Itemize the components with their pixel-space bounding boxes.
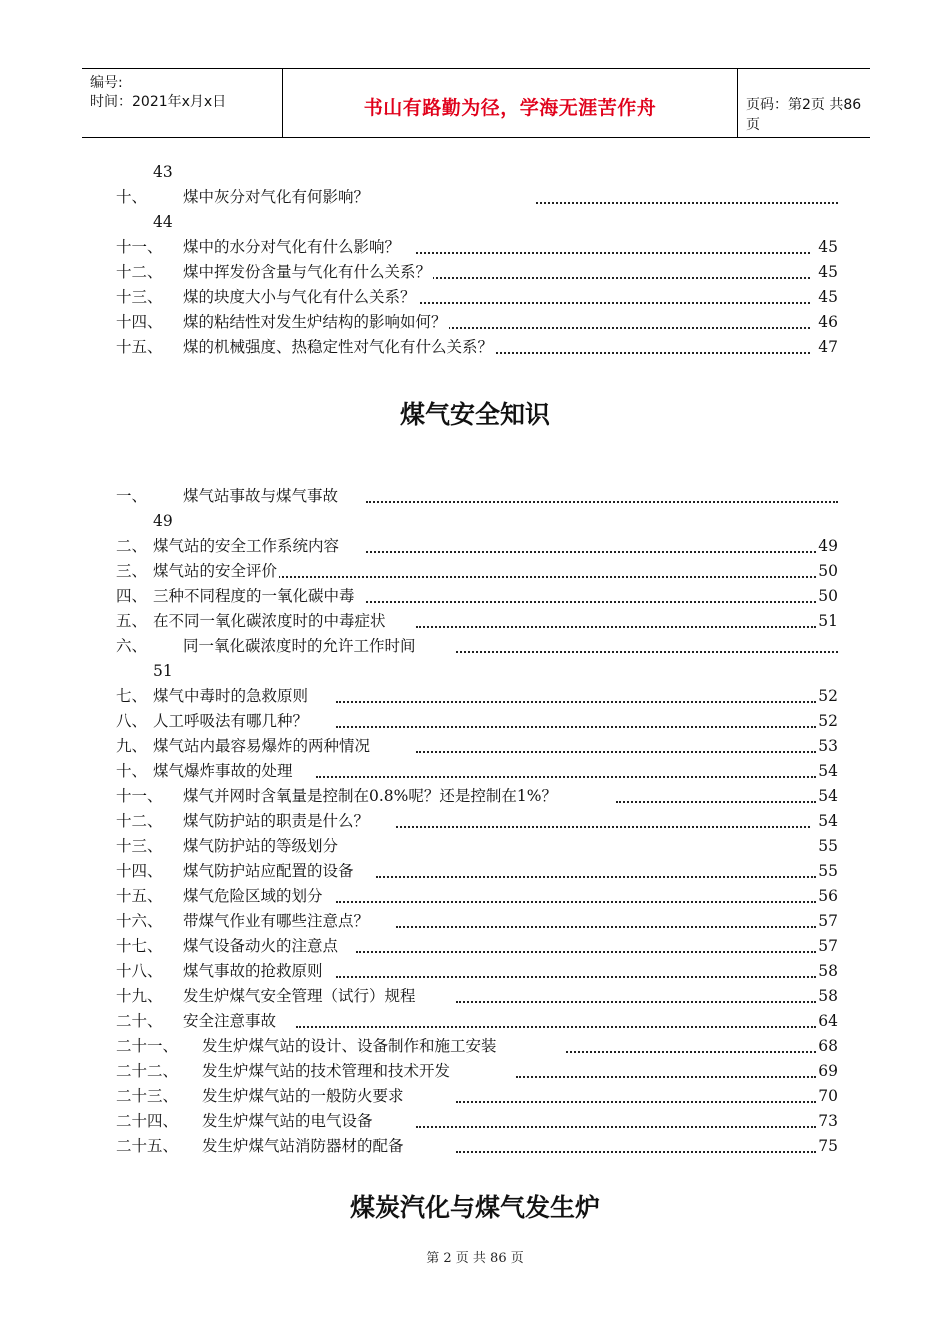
toc-leader bbox=[516, 1054, 816, 1078]
toc-item-page: 54 bbox=[818, 787, 838, 805]
toc-item-page: 54 bbox=[818, 762, 838, 780]
toc-item-title: 煤气设备动火的注意点 bbox=[183, 937, 339, 955]
toc-item-title: 带煤气作业有哪些注意点？ bbox=[183, 912, 370, 930]
toc-item-number: 二十一、 bbox=[116, 1037, 179, 1055]
toc-item-page: 51 bbox=[818, 612, 838, 630]
toc-item-title: 煤气防护站的职责是什么？ bbox=[183, 812, 370, 830]
toc-item-page: 53 bbox=[818, 737, 838, 755]
toc-item-number: 十五、 bbox=[116, 887, 163, 905]
toc-item-page: 56 bbox=[818, 887, 838, 905]
toc-item-number: 十九、 bbox=[116, 987, 163, 1005]
toc-item-number: 十、 bbox=[116, 188, 148, 206]
toc-item-title: 发生炉煤气站的设计、设备制作和施工安装 bbox=[202, 1037, 497, 1055]
header-page-cell bbox=[736, 69, 870, 137]
toc-item-number: 十二、 bbox=[116, 263, 163, 281]
toc-item-number: 九、 bbox=[116, 737, 148, 755]
toc-item-number: 十三、 bbox=[116, 288, 163, 306]
toc-item-page: 64 bbox=[818, 1012, 838, 1030]
toc-leader bbox=[536, 180, 838, 204]
toc-item-number: 十一、 bbox=[116, 787, 163, 805]
toc-leader bbox=[456, 1129, 816, 1153]
toc-item-title: 发生炉煤气站的电气设备 bbox=[202, 1112, 373, 1130]
toc-item[interactable] bbox=[116, 336, 838, 358]
toc-item[interactable] bbox=[116, 186, 838, 208]
toc-item-page: 45 bbox=[818, 263, 838, 281]
toc-leader bbox=[266, 554, 816, 578]
toc-item-page: 46 bbox=[818, 313, 838, 331]
toc-item-title: 煤中挥发份含量与气化有什么关系？ bbox=[183, 263, 432, 281]
toc-leader bbox=[336, 954, 816, 978]
toc-leader bbox=[416, 604, 816, 628]
toc-item[interactable] bbox=[116, 485, 838, 507]
toc-item-page: 54 bbox=[818, 812, 838, 830]
toc-leader bbox=[366, 579, 816, 603]
toc-item-page: 49 bbox=[153, 512, 173, 530]
toc-leader bbox=[456, 979, 816, 1003]
toc-item-number: 十三、 bbox=[116, 837, 163, 855]
toc-item-page: 58 bbox=[818, 962, 838, 980]
toc-item-page: 52 bbox=[818, 687, 838, 705]
toc-leader bbox=[336, 879, 816, 903]
toc-item-number: 十七、 bbox=[116, 937, 163, 955]
toc-item-title: 煤气爆炸事故的处理 bbox=[153, 762, 293, 780]
toc-item-page: 75 bbox=[818, 1137, 838, 1155]
toc-item-page: 55 bbox=[818, 837, 838, 855]
toc-item-title: 发生炉煤气站的一般防火要求 bbox=[202, 1087, 404, 1105]
toc-item-title: 煤中的水分对气化有什么影响？ bbox=[183, 238, 401, 256]
toc-item-number: 十二、 bbox=[116, 812, 163, 830]
toc-item-title: 发生炉煤气站消防器材的配备 bbox=[202, 1137, 404, 1155]
toc-item-number: 四、 bbox=[116, 587, 148, 605]
toc-item-number: 五、 bbox=[116, 612, 148, 630]
motto: 书山有路勤为径，学海无涯苦作舟 bbox=[363, 97, 657, 119]
toc-item-page: 50 bbox=[818, 587, 838, 605]
toc-item-number: 十四、 bbox=[116, 862, 163, 880]
toc-item-number: 六、 bbox=[116, 637, 148, 655]
page-info: 页码：第2页 共86页 bbox=[746, 97, 862, 133]
toc-leader bbox=[416, 305, 810, 329]
toc-item-page: 52 bbox=[818, 712, 838, 730]
toc-item-title: 煤中灰分对气化有何影响？ bbox=[183, 188, 370, 206]
toc-item-title: 煤气防护站应配置的设备 bbox=[183, 862, 354, 880]
toc-leader bbox=[416, 280, 810, 304]
toc-item-page: 47 bbox=[818, 338, 838, 356]
header-meta bbox=[82, 69, 282, 137]
toc-leader bbox=[336, 679, 816, 703]
toc-item[interactable] bbox=[116, 635, 838, 657]
toc-leader bbox=[416, 729, 816, 753]
toc-item-page: 70 bbox=[818, 1087, 838, 1105]
toc-item-page: 69 bbox=[818, 1062, 838, 1080]
toc-item-number: 二十三、 bbox=[116, 1087, 179, 1105]
toc-item-title: 同一氧化碳浓度时的允许工作时间 bbox=[183, 637, 416, 655]
toc-item-number: 三、 bbox=[116, 562, 148, 580]
toc-item-number: 二、 bbox=[116, 537, 148, 555]
toc-leader bbox=[356, 929, 816, 953]
time-label: 时间：2021年x月x日 bbox=[90, 94, 227, 110]
toc-leader bbox=[416, 230, 810, 254]
toc-item-title: 三种不同程度的一氧化碳中毒 bbox=[153, 587, 355, 605]
toc-item-page: 49 bbox=[818, 537, 838, 555]
toc-item-title: 煤气事故的抢救原则 bbox=[183, 962, 323, 980]
toc-item-title: 煤气站事故与煤气事故 bbox=[183, 487, 339, 505]
toc-item-title: 煤气防护站的等级划分 bbox=[183, 837, 339, 855]
toc-leader bbox=[366, 529, 816, 553]
toc-item-number: 一、 bbox=[116, 487, 148, 505]
toc-item-page: 57 bbox=[818, 912, 838, 930]
toc-leader bbox=[416, 1104, 816, 1128]
toc-leader bbox=[416, 255, 810, 279]
toc-item-title: 煤的粘结性对发生炉结构的影响如何？ bbox=[183, 313, 447, 331]
toc-item-title: 煤气站的安全工作系统内容 bbox=[153, 537, 340, 555]
toc-item-page: 73 bbox=[818, 1112, 838, 1130]
page-footer: 第 2 页 共 86 页 bbox=[426, 1251, 524, 1266]
toc-item-number: 十六、 bbox=[116, 912, 163, 930]
section-title: 煤气安全知识 bbox=[399, 400, 550, 429]
toc-item-number: 十五、 bbox=[116, 338, 163, 356]
toc-item-page: 51 bbox=[153, 662, 173, 680]
toc-item-page: 45 bbox=[818, 238, 838, 256]
toc-item-number: 七、 bbox=[116, 687, 148, 705]
toc-leader bbox=[396, 904, 816, 928]
toc-item-number: 二十二、 bbox=[116, 1062, 179, 1080]
header-motto-cell bbox=[282, 69, 738, 137]
toc-item-page: 50 bbox=[818, 562, 838, 580]
toc-item[interactable] bbox=[116, 1135, 838, 1157]
toc-item-number: 八、 bbox=[116, 712, 148, 730]
toc-item-title: 煤气站的安全评价 bbox=[153, 562, 278, 580]
toc-item-page: 55 bbox=[818, 862, 838, 880]
toc-item-title: 在不同一氧化碳浓度时的中毒症状 bbox=[153, 612, 386, 630]
toc-item-title: 煤气中毒时的急救原则 bbox=[153, 687, 309, 705]
toc-leader bbox=[396, 804, 810, 828]
toc-item-title: 发生炉煤气站的技术管理和技术开发 bbox=[202, 1062, 451, 1080]
toc-leader bbox=[456, 629, 838, 653]
toc-leader bbox=[616, 779, 816, 803]
toc-item-title: 人工呼吸法有哪几种？ bbox=[153, 712, 309, 730]
toc-item-number: 二十四、 bbox=[116, 1112, 179, 1130]
toc-item-title: 煤的块度大小与气化有什么关系？ bbox=[183, 288, 416, 306]
toc-item-number: 十八、 bbox=[116, 962, 163, 980]
toc-item-page: 57 bbox=[818, 937, 838, 955]
toc-item-number: 十、 bbox=[116, 762, 148, 780]
toc-item-title: 煤气并网时含氧量是控制在0.8%呢？还是控制在1%？ bbox=[183, 787, 557, 805]
toc-item[interactable] bbox=[116, 810, 838, 832]
toc-item-page: 44 bbox=[153, 213, 173, 231]
toc-item-number: 二十、 bbox=[116, 1012, 163, 1030]
number-label: 编号: bbox=[90, 75, 123, 91]
page-header bbox=[82, 68, 870, 138]
toc-leader bbox=[316, 754, 816, 778]
toc-leader bbox=[456, 1079, 816, 1103]
toc-item-title: 煤气危险区域的划分 bbox=[183, 887, 323, 905]
toc-item-title: 安全注意事故 bbox=[183, 1012, 277, 1030]
toc-item-number: 二十五、 bbox=[116, 1137, 179, 1155]
toc-item-title: 煤的机械强度、热稳定性对气化有什么关系？ bbox=[183, 338, 494, 356]
toc-item-page: 58 bbox=[818, 987, 838, 1005]
toc-leader bbox=[566, 1029, 816, 1053]
toc-leader bbox=[376, 854, 816, 878]
toc-item-page: 68 bbox=[818, 1037, 838, 1055]
section-title: 煤炭汽化与煤气发生炉 bbox=[349, 1193, 600, 1222]
toc-item-page: 45 bbox=[818, 288, 838, 306]
toc-leader bbox=[366, 479, 838, 503]
toc-item-number: 十四、 bbox=[116, 313, 163, 331]
carry-page-number: 43 bbox=[153, 163, 173, 181]
toc-leader bbox=[336, 704, 816, 728]
toc-item-title: 煤气站内最容易爆炸的两种情况 bbox=[153, 737, 371, 755]
toc-item-title: 发生炉煤气安全管理（试行）规程 bbox=[183, 987, 416, 1005]
toc-item-number: 十一、 bbox=[116, 238, 163, 256]
toc-leader bbox=[296, 1004, 816, 1028]
